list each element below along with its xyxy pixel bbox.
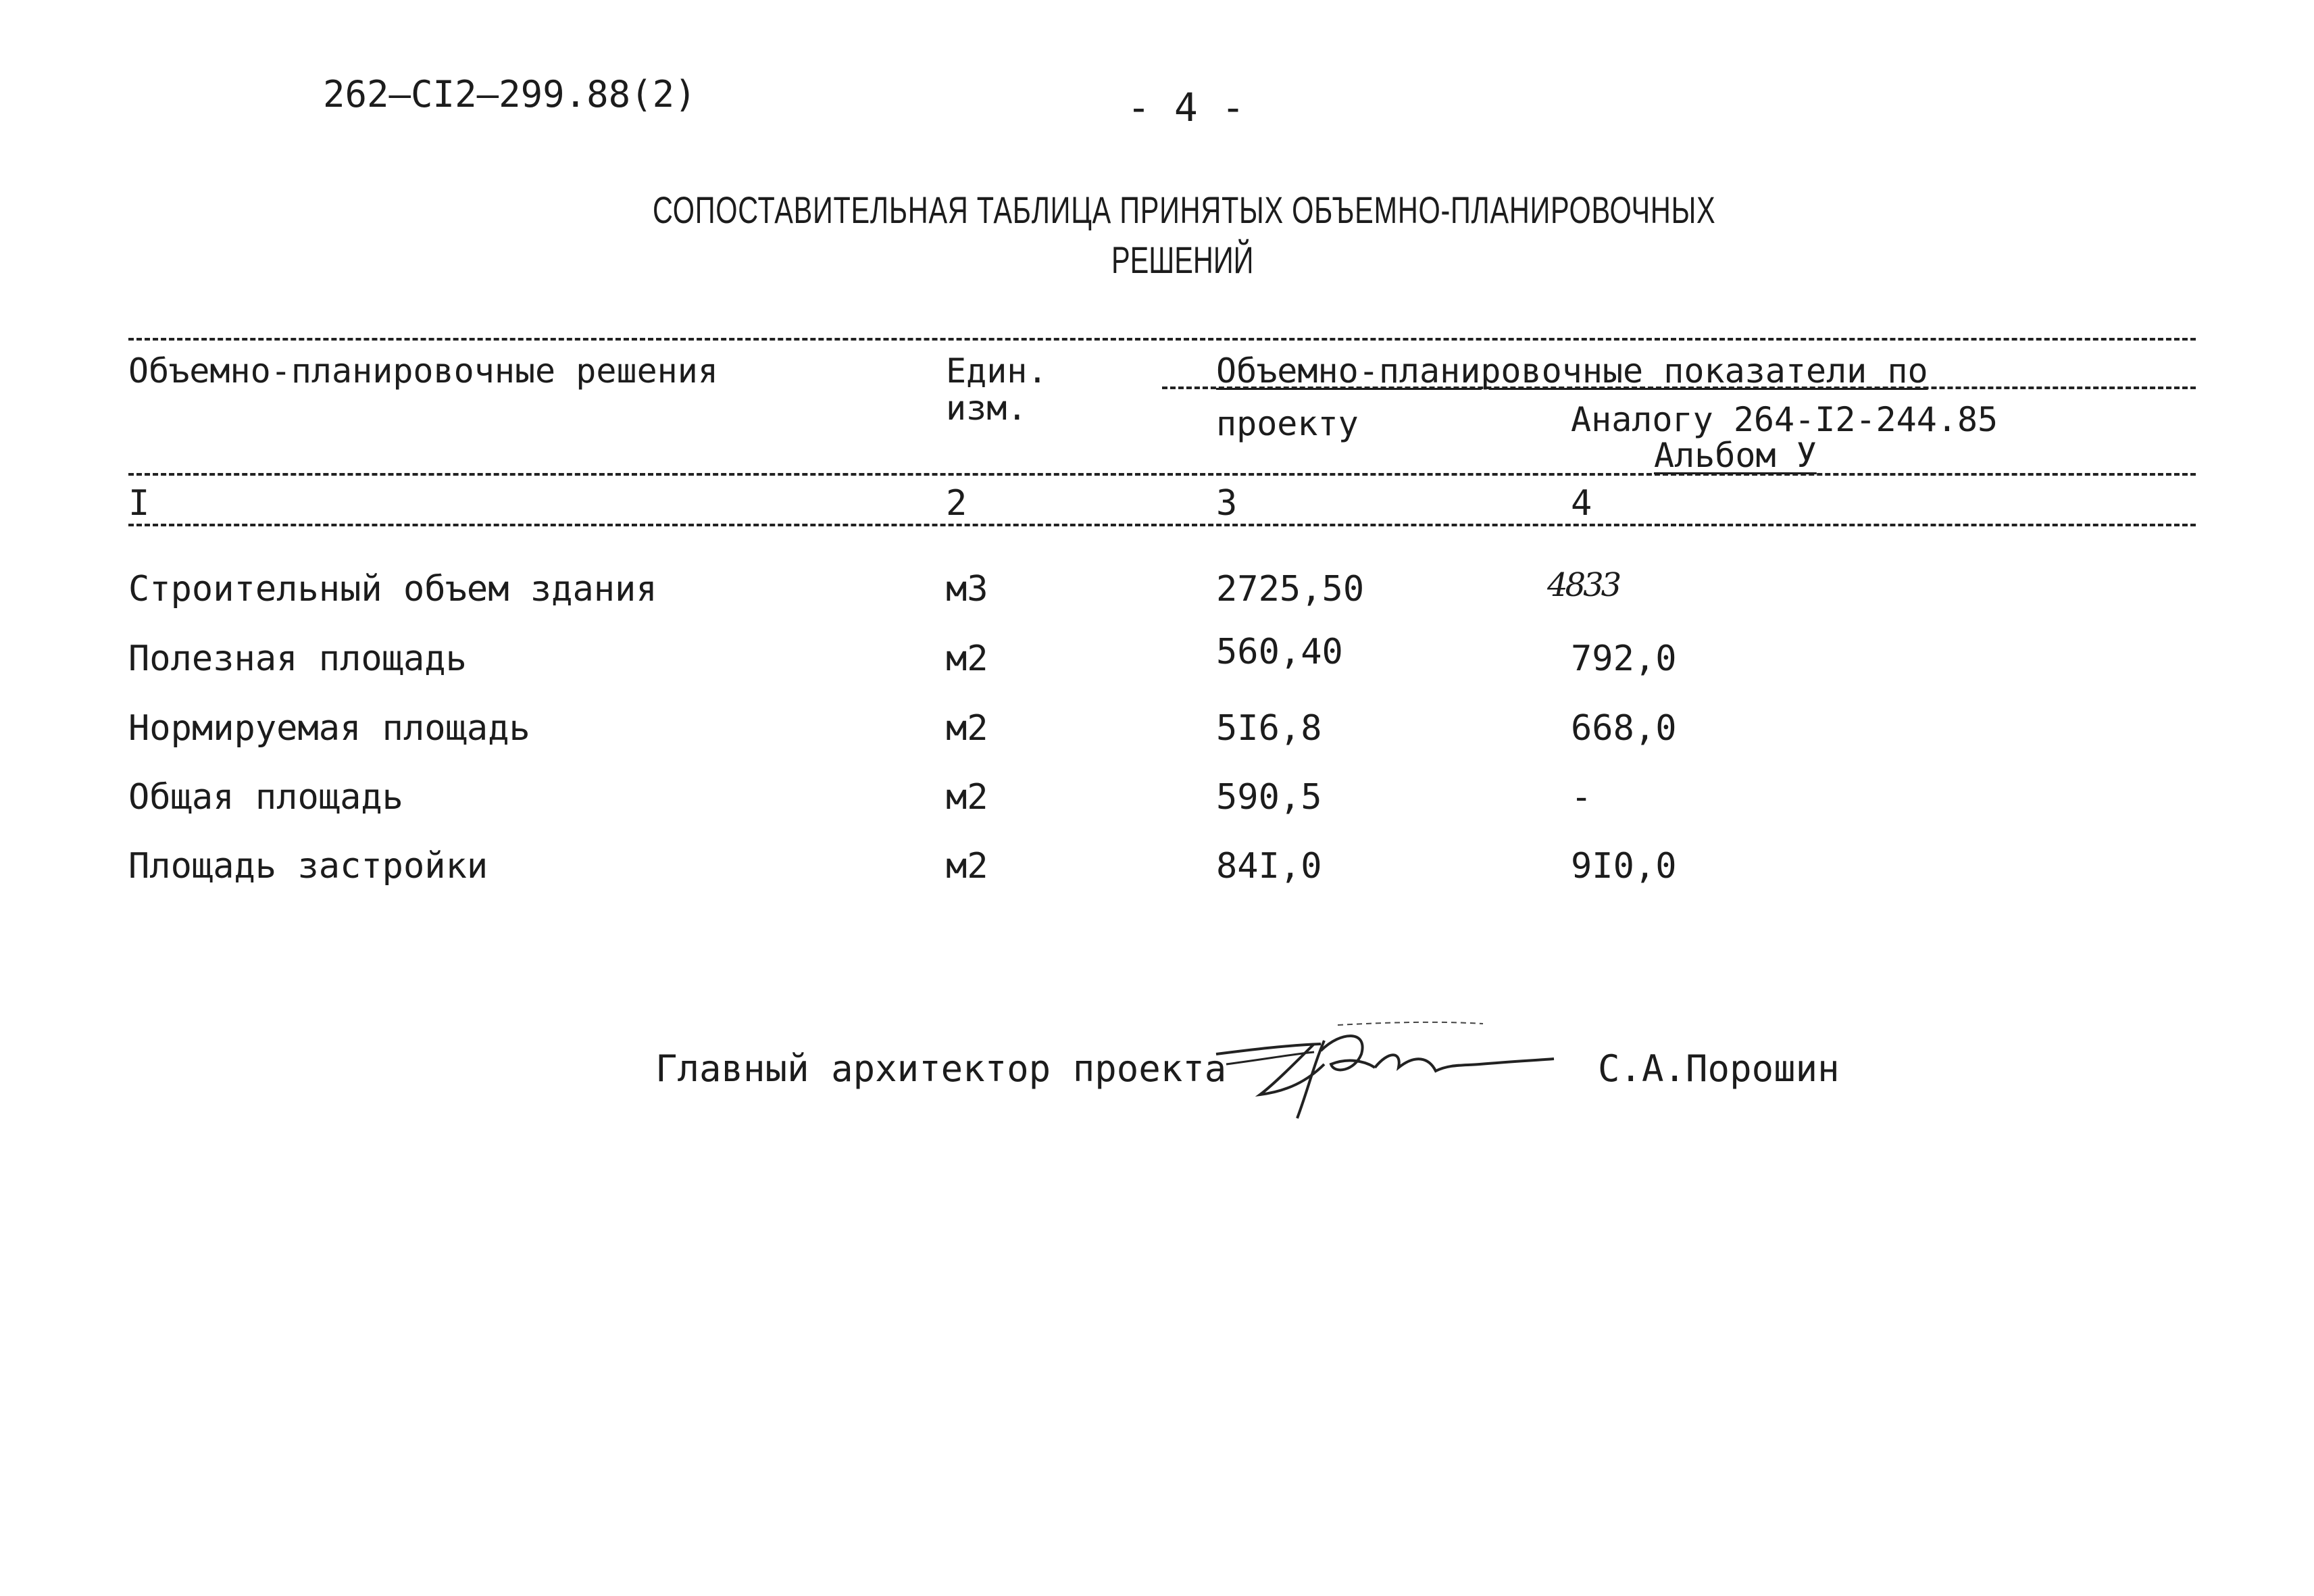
row-5-project: 84I,0 (1216, 846, 1322, 887)
signature-label: Главный архитектор проекта (655, 1047, 1227, 1090)
row-3-unit: м2 (946, 708, 988, 749)
row-3-project: 5I6,8 (1216, 708, 1322, 749)
row-4-unit: м2 (946, 777, 988, 818)
column-header-unit-line-1: Един. (946, 351, 1048, 391)
row-5-analog: 9I0,0 (1571, 846, 1677, 887)
document-code: 262–CI2–299.88(2) (323, 73, 697, 116)
row-4-name: Общая площадь (128, 777, 403, 818)
handwritten-signature (1213, 1017, 1557, 1125)
page-number: - 4 - (1127, 84, 1245, 130)
row-4-project: 590,5 (1216, 777, 1322, 818)
header-bottom-rule (128, 473, 2196, 476)
row-2-unit: м2 (946, 639, 988, 679)
row-3-name: Нормируемая площадь (128, 708, 530, 749)
row-1-analog: 4833 (1547, 566, 1619, 604)
row-2-project: 560,40 (1216, 632, 1343, 672)
column-header-solutions: Объемно-планировочные решения (128, 351, 718, 391)
column-header-project: проекту (1216, 404, 1359, 443)
table-title-line-2: РЕШЕНИЙ (1111, 239, 1254, 281)
row-2-analog: 792,0 (1571, 639, 1677, 679)
row-3-analog: 668,0 (1571, 708, 1677, 749)
row-1-unit: м3 (946, 569, 988, 609)
numbers-bottom-rule (128, 524, 2196, 526)
row-2-name: Полезная площадь (128, 639, 467, 679)
row-5-unit: м2 (946, 846, 988, 887)
signatory-name: С.А.Порошин (1598, 1047, 1840, 1090)
column-header-analog-line-2: Альбом У (1654, 436, 1817, 475)
row-4-analog: - (1571, 777, 1592, 818)
column-header-analog-line-1: Аналогу 264-I2-244.85 (1571, 400, 1998, 439)
column-group-header: Объемно-планировочные показатели по (1216, 351, 1928, 391)
column-number-4: 4 (1571, 483, 1592, 524)
table-top-rule (128, 338, 2196, 341)
column-number-3: 3 (1216, 483, 1238, 524)
row-1-project: 2725,50 (1216, 569, 1365, 609)
column-number-1: I (128, 483, 150, 524)
column-number-2: 2 (946, 483, 967, 524)
column-header-unit-line-2: изм. (946, 389, 1028, 428)
row-5-name: Площадь застройки (128, 846, 488, 887)
table-title-line-1: СОПОСТАВИТЕЛЬНАЯ ТАБЛИЦА ПРИНЯТЫХ ОБЪЕМНО-ПЛАНИРОВОЧНЫХ (653, 189, 1716, 231)
row-1-name: Строительный объем здания (128, 569, 657, 609)
